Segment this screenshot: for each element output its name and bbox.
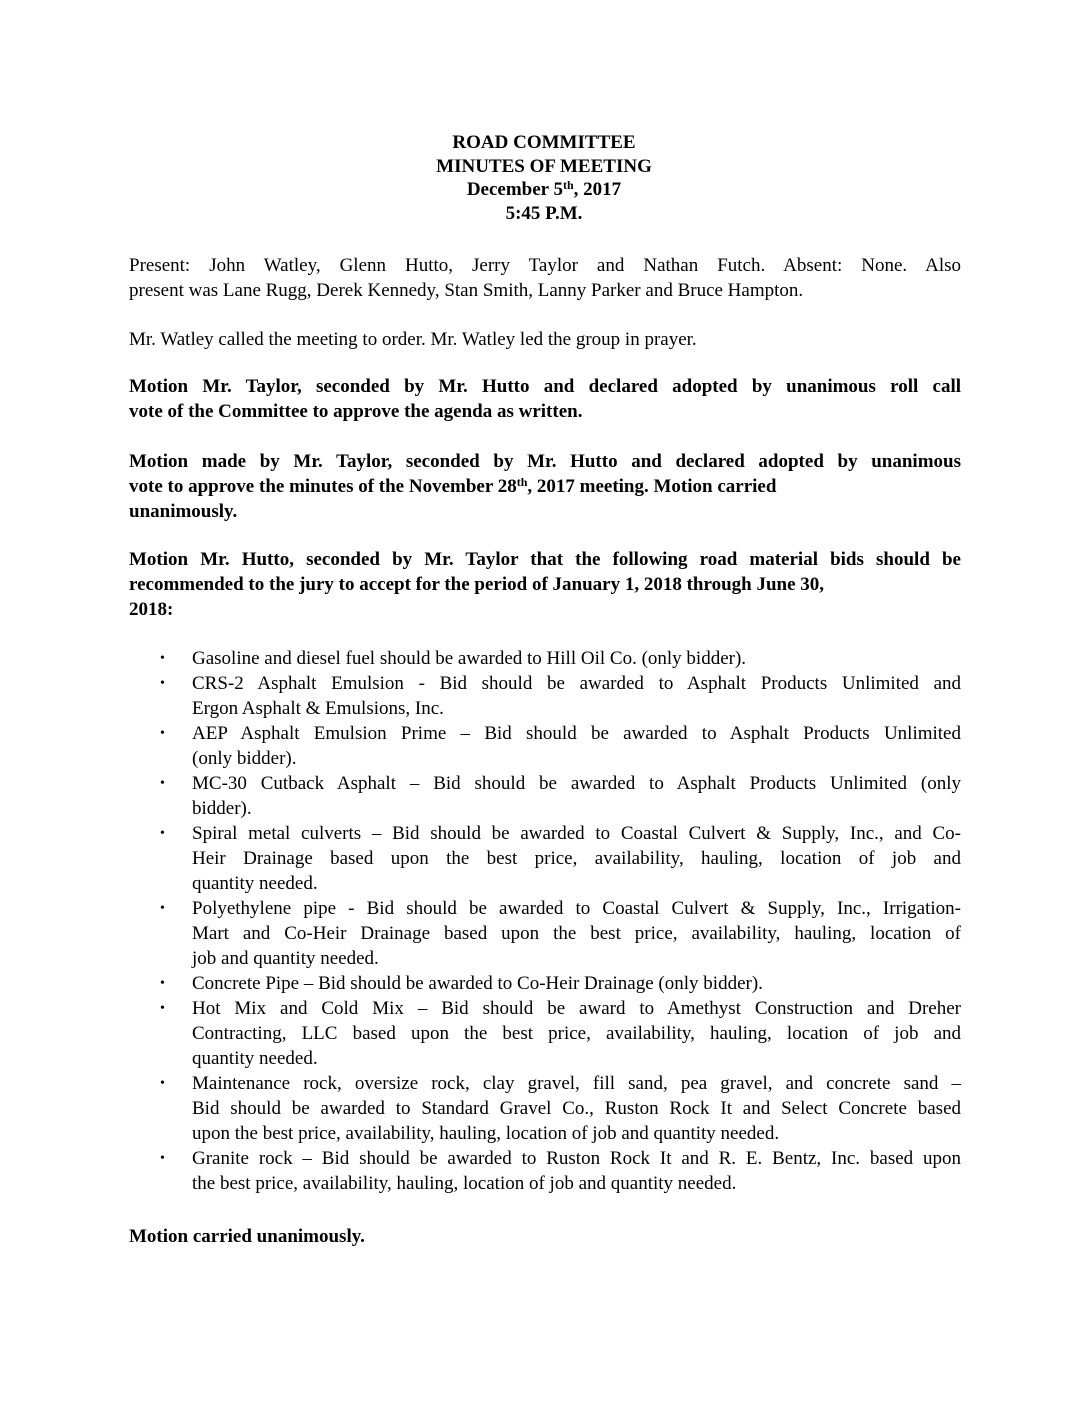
bullet-icon: • [160, 1151, 165, 1166]
bid-item-line: Spiral metal culverts – Bid should be awarded to Coastal Culvert & Supply, Inc., and Co- [192, 823, 961, 844]
bid-items-list [0, 646, 1088, 1196]
minutes-title: MINUTES OF MEETING [436, 155, 652, 177]
document-heading [0, 131, 1088, 225]
bid-item-text [192, 671, 961, 721]
bullet-icon: • [160, 726, 165, 741]
bullet-icon: • [160, 901, 165, 916]
bid-item-text [192, 821, 961, 896]
bullet-icon: • [160, 1076, 165, 1091]
bid-item-text [192, 646, 961, 671]
bid-item-line: (only bidder). [192, 748, 297, 769]
minutes-motion-text: , 2017 meeting. Motion carried [527, 476, 777, 497]
committee-title: ROAD COMMITTEE [452, 132, 636, 153]
bullet-icon: • [160, 676, 165, 691]
meeting-date-ordinal: th [563, 178, 574, 192]
agenda-motion-line: Motion Mr. Taylor, seconded by Mr. Hutto and declared adopted by unanimous roll call [129, 376, 961, 397]
bid-item-line: Contracting, LLC based upon the best price, availability, hauling, location of job and [192, 1023, 961, 1044]
bid-item-text [192, 996, 961, 1071]
bid-item-line: Bid should be awarded to Standard Gravel Co., Ruston Rock It and Select Concrete based [192, 1098, 961, 1119]
bids-motion-paragraph [129, 547, 961, 622]
attendance-line: present was Lane Rugg, Derek Kennedy, Stan Smith, Lanny Parker and Bruce Hampton. [129, 280, 804, 301]
bid-item-line: Mart and Co-Heir Drainage based upon the best price, availability, hauling, location of [192, 923, 961, 944]
bid-item-line: Concrete Pipe – Bid should be awarded to Co-Heir Drainage (only bidder). [192, 973, 763, 994]
agenda-motion-paragraph [129, 374, 961, 424]
meeting-date-text: December 5 [466, 179, 563, 200]
bullet-icon: • [160, 651, 165, 666]
bid-item [0, 1071, 1088, 1146]
bid-item [0, 996, 1088, 1071]
bid-item-line: Gasoline and diesel fuel should be awarded to Hill Oil Co. (only bidder). [192, 648, 747, 669]
bid-item-line: bidder). [192, 798, 252, 819]
minutes-motion-line [129, 474, 961, 499]
bullet-icon: • [160, 1001, 165, 1016]
minutes-motion-paragraph [129, 449, 961, 524]
call-to-order-paragraph [129, 327, 961, 352]
bid-item-text [192, 971, 961, 996]
bid-item-line: Hot Mix and Cold Mix – Bid should be award to Amethyst Construction and Dreher [192, 998, 961, 1019]
bid-item-line: upon the best price, availability, hauling, location of job and quantity needed. [192, 1123, 780, 1144]
bid-item-line: job and quantity needed. [192, 948, 379, 969]
agenda-motion-line: vote of the Committee to approve the agenda as written. [129, 401, 583, 422]
bid-item [0, 896, 1088, 971]
bid-item [0, 821, 1088, 896]
bid-item [0, 1146, 1088, 1196]
bid-item-text [192, 1146, 961, 1196]
meeting-date [0, 178, 1088, 202]
bid-item-line: Maintenance rock, oversize rock, clay gravel, fill sand, pea gravel, and concrete sand – [192, 1073, 961, 1094]
bid-item-line: Ergon Asphalt & Emulsions, Inc. [192, 698, 444, 719]
bid-item-text [192, 896, 961, 971]
minutes-motion-line: unanimously. [129, 501, 238, 522]
bid-item [0, 721, 1088, 771]
bid-item-line: MC-30 Cutback Asphalt – Bid should be awarded to Asphalt Products Unlimited (only [192, 773, 961, 794]
call-to-order-text: Mr. Watley called the meeting to order. Mr. Watley led the group in prayer. [129, 329, 697, 350]
bid-item-text [192, 721, 961, 771]
bids-motion-line: Motion Mr. Hutto, seconded by Mr. Taylor that the following road material bids should be [129, 549, 961, 570]
bid-item [0, 646, 1088, 671]
minutes-motion-ordinal: th [516, 475, 528, 489]
bid-item [0, 771, 1088, 821]
bid-item-line: quantity needed. [192, 873, 318, 894]
closing-paragraph [129, 1224, 961, 1249]
bid-item-line: CRS-2 Asphalt Emulsion - Bid should be awarded to Asphalt Products Unlimited and [192, 673, 961, 694]
bid-item [0, 671, 1088, 721]
minutes-motion-text: vote to approve the minutes of the November 28 [129, 476, 517, 497]
bids-motion-line: 2018: [129, 599, 174, 620]
bid-item [0, 971, 1088, 996]
meeting-date-year: , 2017 [573, 179, 622, 200]
attendance-paragraph [129, 253, 961, 303]
attendance-line: Present: John Watley, Glenn Hutto, Jerry Taylor and Nathan Futch. Absent: None. Also [129, 255, 961, 276]
bid-item-text [192, 1071, 961, 1146]
bid-item-line: the best price, availability, hauling, location of job and quantity needed. [192, 1173, 737, 1194]
minutes-motion-line: Motion made by Mr. Taylor, seconded by Mr. Hutto and declared adopted by unanimous [129, 451, 961, 472]
bid-item-text [192, 771, 961, 821]
bullet-icon: • [160, 776, 165, 791]
meeting-time: 5:45 P.M. [505, 202, 583, 224]
bid-item-line: AEP Asphalt Emulsion Prime – Bid should be awarded to Asphalt Products Unlimited [192, 723, 961, 744]
bids-motion-line: recommended to the jury to accept for the period of January 1, 2018 through June 30, [129, 574, 825, 595]
bid-item-line: quantity needed. [192, 1048, 318, 1069]
bid-item-line: Heir Drainage based upon the best price, availability, hauling, location of job and [192, 848, 961, 869]
closing-text: Motion carried unanimously. [129, 1226, 365, 1247]
bid-item-line: Polyethylene pipe - Bid should be awarded to Coastal Culvert & Supply, Inc., Irrigation- [192, 898, 961, 919]
bid-item-line: Granite rock – Bid should be awarded to Ruston Rock It and R. E. Bentz, Inc. based upon [192, 1148, 961, 1169]
bullet-icon: • [160, 826, 165, 841]
bullet-icon: • [160, 976, 165, 991]
